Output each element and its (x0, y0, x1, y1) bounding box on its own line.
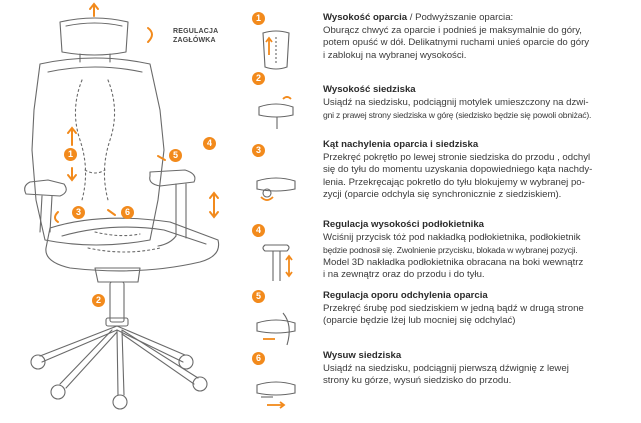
step-number-badge: 3 (252, 144, 265, 157)
step-line: potem opuść w dół. Delikatnymi ruchami unieś oparcie do góry (323, 37, 590, 49)
step-line: strony ku górze, wysuń siedzisko do przodu. (323, 375, 512, 387)
step-number-badge: 4 (252, 224, 265, 237)
step-2 (248, 72, 641, 134)
step-line: Usiądź na siedzisku, podciągnij pierwszą dźwignię z lewej (323, 362, 569, 374)
step-line: Oburącz chwyć za oparcie i podnieś je maksymalnie do góry, (323, 24, 582, 36)
step-1-heading (323, 12, 639, 25)
step-number-badge: 5 (252, 290, 265, 303)
step-4-text (323, 219, 639, 282)
step-line: Usiądź na siedzisku, podciągnij motylek umieszczony na dzwi- (323, 96, 589, 108)
step-title: Wysokość siedziska (323, 84, 416, 95)
chair-marker-5: 5 (169, 149, 182, 162)
instructions-panel (248, 0, 641, 418)
step-line: się do tyłu do momentu uzyskania dopowiedniego kąta nachdy- (323, 164, 593, 176)
step-6 (248, 352, 641, 414)
tension-screw-icon (253, 305, 299, 351)
chair-marker-6: 6 (121, 206, 134, 219)
step-line: i zablokuj na wybranej wysokości. (323, 49, 467, 61)
head-label-line-1: REGULACJA (173, 28, 219, 35)
chair-marker-3: 3 (72, 206, 85, 219)
step-2-heading (323, 84, 639, 97)
step-number-badge: 6 (252, 352, 265, 365)
step-line: Przekręć pokrętło po lewej stronie siedziska do przodu , odchyl (323, 151, 591, 163)
step-title: Kąt nachylenia oparcia i siedziska (323, 139, 479, 150)
head-label-line-2: ZAGŁÓWKA (173, 37, 216, 44)
seat-height-lever-icon (253, 87, 299, 133)
headrest-adjustment-label (173, 27, 218, 45)
step-5 (248, 290, 641, 346)
step-title: Regulacja oporu odchylenia oparcia (323, 290, 488, 301)
armrest-height-icon (253, 239, 299, 285)
step-line: i na zewnątrz oraz do przodu i do tyłu. (323, 269, 485, 281)
step-number-badge: 2 (252, 72, 265, 85)
step-title: Wysokość oparcia (323, 12, 408, 23)
step-3 (248, 139, 641, 216)
chair-illustration (0, 0, 245, 418)
seat-slide-lever-icon (253, 367, 299, 413)
backrest-height-icon (253, 27, 299, 73)
step-line: Wciśnij przycisk tóż pod nakładką podłokietnika, podłokietnik (323, 231, 581, 243)
step-5-text (323, 290, 639, 328)
step-5-heading (323, 290, 639, 303)
step-line: zycji (oparcie odchyla się synchronicznie z siedziskiem). (323, 189, 562, 201)
tilt-knob-icon (253, 159, 299, 205)
step-6-text (323, 350, 639, 388)
step-line: Model 3D nakładka podłokietnika obracana na boki wewnątrz (323, 256, 584, 268)
step-line: będzie podnosił się. Zwolnienie przycisku, blokada w wybranej pozycji. (323, 245, 578, 256)
chair-marker-2: 2 (92, 294, 105, 307)
chair-marker-4: 4 (203, 137, 216, 150)
step-1 (248, 12, 641, 74)
step-title: Regulacja wysokości podłokietnika (323, 219, 485, 230)
step-1-text (323, 12, 639, 62)
step-title-suffix: / Podwyższanie oparcia: (407, 12, 514, 23)
step-title: Wysuw siedziska (323, 350, 402, 361)
step-number-badge: 1 (252, 12, 265, 25)
step-4-heading (323, 219, 639, 232)
chair-marker-1: 1 (64, 148, 77, 161)
step-line: lenia. Przekręcając pokretło do tyłu blokujemy w wybranej po- (323, 176, 585, 188)
step-3-text (323, 139, 639, 202)
step-6-heading (323, 350, 639, 363)
step-line: gni z prawej strony siedziska w górę (siedzisko będzie się powoli obniżać). (323, 110, 592, 121)
step-2-text (323, 84, 639, 122)
step-4 (248, 219, 641, 288)
step-3-heading (323, 139, 639, 152)
step-line: (oparcie będzie lżej lub mocniej się odchylać) (323, 315, 516, 327)
step-line: Przekręć śrubę pod siedziskiem w jedną bądź w drugą strone (323, 302, 584, 314)
